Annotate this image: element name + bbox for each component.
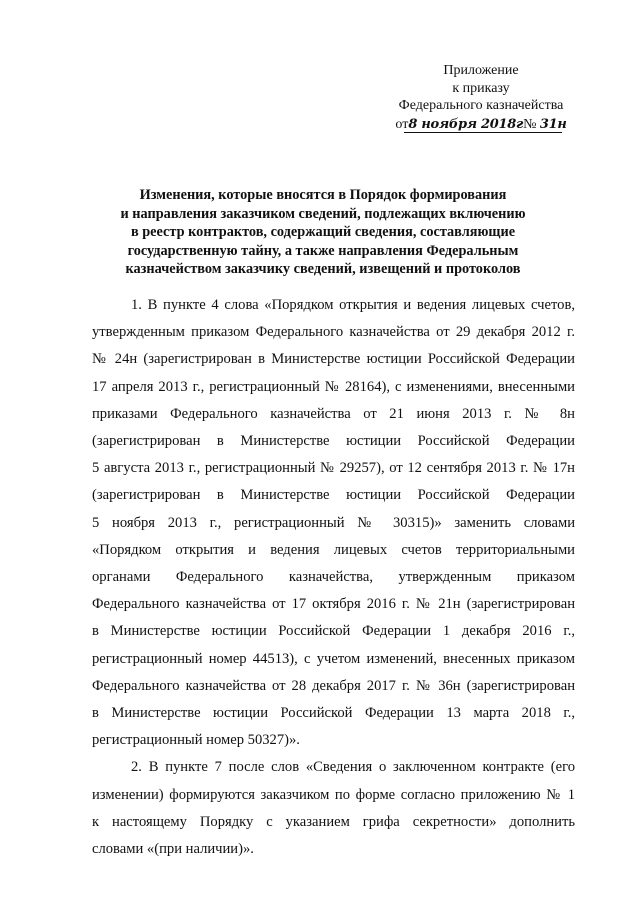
appendix-date-line bbox=[386, 116, 576, 134]
title-line: и направления заказчиком сведений, подлежащих включению bbox=[120, 205, 526, 222]
number-prefix: № bbox=[523, 116, 537, 132]
paragraph-line: Федерального казначейства от 28 декабря 2017 г. № 36н (зарегистрирован bbox=[92, 677, 575, 694]
appendix-label: Приложение bbox=[443, 63, 519, 78]
paragraph-2 bbox=[92, 754, 575, 863]
document-body bbox=[92, 292, 575, 863]
date-prefix: от bbox=[395, 116, 409, 132]
handwritten-date: 8 ноября 2018г bbox=[408, 116, 524, 132]
title-line: в реестр контрактов, содержащий сведения, составляющие bbox=[130, 224, 516, 241]
appendix-header bbox=[386, 62, 576, 133]
date-underline bbox=[404, 132, 562, 133]
appendix-agency: Федерального казначейства bbox=[398, 98, 564, 113]
document-title bbox=[60, 186, 586, 279]
paragraph-line: 5 августа 2013 г., регистрационный № 29257), от 12 сентября 2013 г. № 17н bbox=[92, 460, 575, 477]
appendix-order-ref: к приказу bbox=[452, 80, 510, 96]
paragraph-line: изменении) формируются заказчиком по форме согласно приложению № 1 bbox=[92, 786, 575, 803]
paragraph-line: (зарегистрирован в Министерстве юстиции Российской Федерации bbox=[92, 433, 575, 450]
paragraph-line: к настоящему Порядку с указанием грифа секретности» дополнить bbox=[92, 813, 575, 830]
paragraph-line: «Порядком открытия и ведения лицевых счетов территориальными bbox=[92, 541, 575, 558]
paragraph-line: Федерального казначейства от 17 октября 2016 г. № 21н (зарегистрирован bbox=[92, 596, 575, 613]
paragraph-line: в Министерстве юстиции Российской Федерации 1 декабря 2016 г., bbox=[92, 623, 575, 640]
paragraph-1 bbox=[92, 292, 575, 754]
paragraph-line: 2. В пункте 7 после слов «Сведения о заключенном контракте (его bbox=[131, 759, 575, 776]
paragraph-line: словами «(при наличии)». bbox=[92, 841, 254, 858]
title-line: казначейством заказчику сведений, извещений и протоколов bbox=[125, 261, 521, 278]
paragraph-line: приказами Федерального казначейства от 21 июня 2013 г. № 8н bbox=[92, 405, 575, 422]
paragraph-line: регистрационный номер 44513), с учетом изменений, внесенных приказом bbox=[92, 650, 575, 667]
handwritten-number: 31н bbox=[539, 116, 567, 132]
paragraph-line: утвержденным приказом Федерального казначейства от 29 декабря 2012 г. bbox=[92, 324, 575, 341]
paragraph-line: № 24н (зарегистрирован в Министерстве юстиции Российской Федерации bbox=[92, 351, 575, 368]
title-line: Изменения, которые вносятся в Порядок формирования bbox=[139, 187, 507, 203]
paragraph-line: (зарегистрирован в Министерстве юстиции Российской Федерации bbox=[92, 487, 575, 504]
paragraph-line: в Министерстве юстиции Российской Федерации 13 марта 2018 г., bbox=[92, 705, 575, 722]
paragraph-line: 1. В пункте 4 слова «Порядком открытия и ведения лицевых счетов, bbox=[131, 297, 575, 313]
paragraph-line: регистрационный номер 50327)». bbox=[92, 732, 300, 749]
title-line: государственную тайну, а также направления Федеральным bbox=[127, 242, 519, 259]
paragraph-line: 5 ноября 2013 г., регистрационный № 30315)» заменить словами bbox=[92, 514, 575, 531]
paragraph-line: 17 апреля 2013 г., регистрационный № 28164), с изменениями, внесенными bbox=[92, 378, 575, 395]
paragraph-line: органами Федерального казначейства, утвержденным приказом bbox=[92, 569, 575, 586]
